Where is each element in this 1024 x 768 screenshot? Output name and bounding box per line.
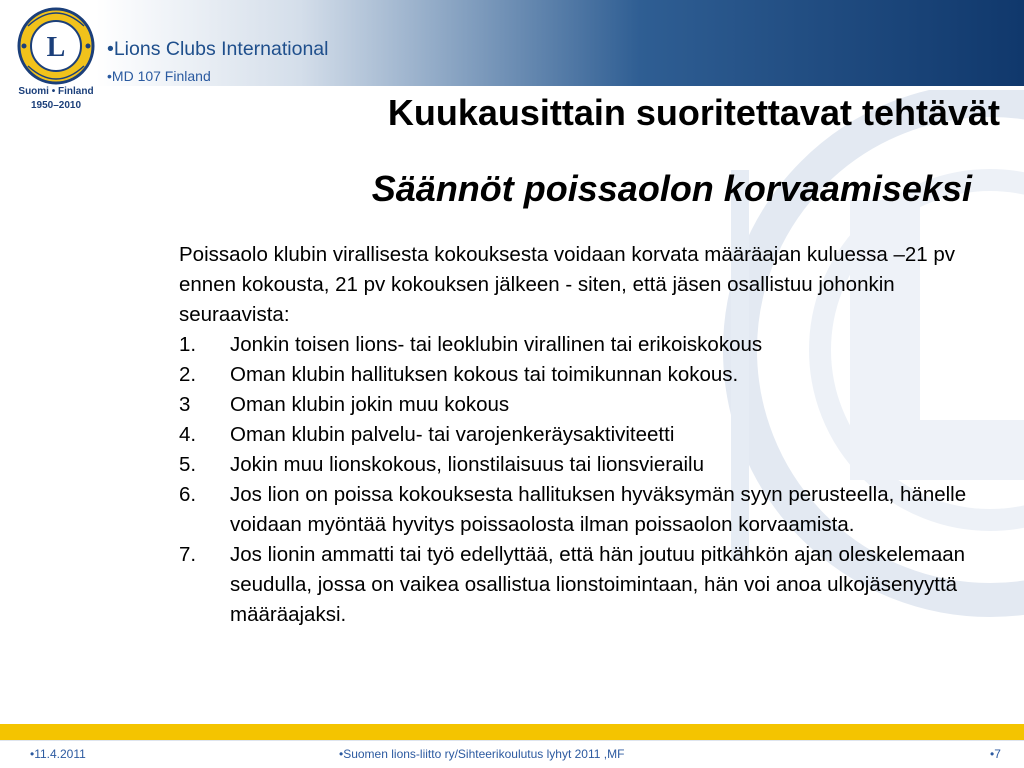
footer-divider	[0, 740, 1024, 741]
slide-subtitle: Säännöt poissaolon korvaamiseksi	[371, 168, 972, 209]
list-item-number: 2.	[179, 363, 197, 386]
logo-years: 1950–2010	[30, 100, 82, 111]
footer-accent-bar	[0, 724, 1024, 740]
list-item-number: 5.	[179, 453, 197, 476]
list-item-number: 1.	[179, 333, 197, 356]
org-subtitle: •MD 107 Finland	[107, 68, 211, 84]
page-number: •7	[990, 747, 1001, 761]
slide-title: Kuukausittain suoritettavat tehtävät	[387, 92, 1000, 133]
logo-country: Suomi • Finland	[18, 86, 94, 97]
list-item-text: Oman klubin palvelu- tai varojenkeräysaktiviteetti	[230, 423, 675, 446]
list-item-number: 7.	[179, 543, 197, 566]
org-name: •Lions Clubs International	[107, 38, 329, 60]
list-item-text: Oman klubin hallituksen kokous tai toimikunnan kokous.	[230, 363, 739, 386]
intro-paragraph: Poissaolo klubin virallisesta kokouksesta voidaan korvata määräajan kuluessa –21 pv ennen kokousta, 21 pv kokouksen jälkeen - siten, että jäsen osallistuu johonkin seuraavista:	[179, 243, 956, 326]
list-item-text: Oman klubin jokin muu kokous	[230, 393, 510, 416]
footer-caption: •Suomen lions-liitto ry/Sihteerikoulutus lyhyt 2011 ,MF	[339, 747, 625, 761]
list-item	[179, 450, 999, 480]
list-item-number: 3	[179, 393, 191, 416]
lions-emblem-icon	[14, 6, 98, 86]
list-item	[179, 420, 999, 450]
slide-body	[179, 240, 999, 630]
list-item	[179, 330, 999, 360]
list-item-text: Jokin muu lionskokous, lionstilaisuus tai lionsvierailu	[230, 453, 705, 476]
list-item-text: Jos lion on poissa kokouksesta hallituksen hyväksymän syyn perusteella, hänelle voidaan myöntää hyvitys poissaolosta ilman poissaolon korvaamista.	[230, 483, 967, 536]
list-item	[179, 480, 999, 540]
list-item	[179, 360, 999, 390]
list-item-number: 4.	[179, 423, 197, 446]
footer-date: •11.4.2011	[30, 747, 86, 761]
lions-logo	[14, 6, 98, 116]
logo-letter: L	[46, 32, 66, 63]
list-item-text: Jonkin toisen lions- tai leoklubin virallinen tai erikoiskokous	[230, 333, 763, 356]
list-item-text: Jos lionin ammatti tai työ edellyttää, että hän joutuu pitkähkön ajan oleskelemaan seudulla, jossa on vaikea osallistua lionstoimintaan, hän voi anoa ulkojäsenyyttä määräajaksi.	[230, 543, 966, 626]
list-item	[179, 390, 999, 420]
list-item-number: 6.	[179, 483, 197, 506]
list-item	[179, 540, 999, 630]
